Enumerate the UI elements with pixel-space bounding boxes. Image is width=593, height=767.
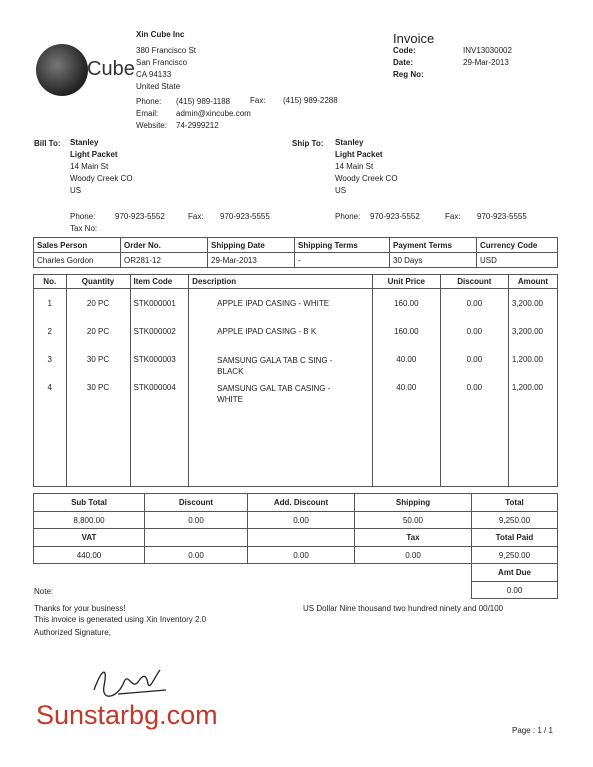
company-fax-label: Fax:	[250, 96, 266, 105]
order-header: Sales Person	[34, 238, 121, 253]
shipping-value: 50.00	[355, 512, 472, 529]
company-name: Xin Cube Inc	[136, 30, 185, 39]
invoice-title: Invoice	[393, 31, 435, 46]
company-website: 74-2999212	[176, 121, 219, 130]
invoice-labels	[393, 45, 424, 81]
totals-header	[145, 529, 248, 547]
order-header: Shipping Date	[208, 238, 295, 253]
item-no: 1	[34, 289, 67, 328]
total-value: 9,250.00	[472, 512, 558, 529]
totals-header: Tax	[355, 529, 472, 547]
add-discount-value: 0.00	[248, 512, 355, 529]
ship-to-label: Ship To:	[292, 139, 324, 148]
item-code: STK000003	[130, 355, 189, 383]
item-price: 40.00	[372, 383, 440, 405]
item-discount: 0.00	[440, 355, 508, 383]
phone-label: Phone:	[136, 97, 162, 106]
items-header: No.	[34, 275, 67, 289]
item-price: 40.00	[372, 355, 440, 383]
company-email: admin@xincube.com	[176, 109, 251, 118]
table-row	[34, 355, 558, 383]
item-desc-line: SAMSUNG GALA TAB C SING -	[217, 356, 333, 365]
ship-to-fax-label: Fax:	[445, 212, 461, 221]
order-value: 30 Days	[390, 253, 477, 268]
item-no: 2	[34, 327, 67, 355]
item-amount: 1,200.00	[508, 355, 557, 383]
item-amount: 3,200.00	[508, 289, 557, 328]
invoice-code: INV13030002	[463, 46, 512, 55]
bill-to-fax: 970-923-5555	[220, 212, 270, 221]
invoice-code-label: Code:	[393, 46, 416, 55]
totals-header: Sub Total	[34, 494, 145, 512]
page-number: Page : 1 / 1	[512, 726, 553, 735]
tax-value: 0.00	[355, 547, 472, 564]
item-price: 160.00	[372, 289, 440, 328]
table-row	[34, 327, 558, 355]
discount-value: 0.00	[145, 512, 248, 529]
table-row	[34, 289, 558, 328]
vat-add-discount-value: 0.00	[248, 547, 355, 564]
ship-to-name: Stanley	[335, 138, 364, 147]
company-address-line: United State	[136, 82, 181, 91]
item-code: STK000002	[130, 327, 189, 355]
item-amount: 1,200.00	[508, 383, 557, 405]
ship-to-block	[335, 137, 398, 197]
ship-to-company: Light Packet	[335, 150, 383, 159]
item-desc-line: SAMSUNG GAL TAB CASING -	[217, 384, 331, 393]
item-no: 3	[34, 355, 67, 383]
items-header: Item Code	[130, 275, 189, 289]
subtotal-value: 8,800.00	[34, 512, 145, 529]
website-label: Website:	[136, 121, 167, 130]
item-qty: 30 PC	[66, 355, 130, 383]
order-value: Charles Gordon	[34, 253, 121, 268]
totals-header: VAT	[34, 529, 145, 547]
totals-table	[33, 493, 558, 599]
item-discount: 0.00	[440, 289, 508, 328]
bill-to-fax-label: Fax:	[188, 212, 204, 221]
item-amount: 3,200.00	[508, 327, 557, 355]
table-row	[34, 383, 558, 405]
totals-header: Discount	[145, 494, 248, 512]
note-label: Note:	[34, 587, 54, 596]
ship-to-phone: 970-923-5552	[370, 212, 420, 221]
order-value: -	[295, 253, 390, 268]
item-code: STK000001	[130, 289, 189, 328]
order-header: Payment Terms	[390, 238, 477, 253]
item-desc	[189, 383, 373, 405]
bill-to-company: Light Packet	[70, 150, 118, 159]
generated-text: This invoice is generated using Xin Inventory 2.0	[34, 615, 207, 624]
totals-header: Shipping	[355, 494, 472, 512]
email-label: Email:	[136, 109, 159, 118]
company-address-line: San Francisco	[136, 58, 188, 67]
invoice-date-label: Date:	[393, 58, 414, 67]
bill-to-address-line: 14 Main St	[70, 162, 109, 171]
totals-header	[248, 529, 355, 547]
line-items-table	[33, 274, 558, 487]
item-price: 160.00	[372, 327, 440, 355]
item-desc	[189, 327, 373, 355]
ship-to-address-line: US	[335, 186, 347, 195]
item-desc-line: APPLE IPAD CASING - B K	[217, 327, 317, 336]
item-qty: 20 PC	[66, 327, 130, 355]
company-address-line: CA 94133	[136, 70, 172, 79]
company-logo-text: Cube	[87, 58, 135, 80]
item-desc-line: BLACK	[217, 367, 244, 376]
invoice-values	[463, 45, 512, 69]
total-paid-value: 9,250.00	[472, 547, 558, 564]
ship-to-address-line: 14 Main St	[335, 162, 374, 171]
totals-header: Total	[472, 494, 558, 512]
order-value: OR281-12	[121, 253, 208, 268]
ship-to-phone-label: Phone:	[335, 212, 361, 221]
bill-to-phone-label: Phone:	[70, 212, 96, 221]
item-no: 4	[34, 383, 67, 405]
items-header: Description	[189, 275, 373, 289]
bill-to-name: Stanley	[70, 138, 99, 147]
amt-due-value: 0.00	[472, 582, 558, 599]
company-fax: (415) 989-2288	[283, 96, 338, 105]
item-code: STK000004	[130, 383, 189, 405]
ship-to-fax: 970-923-5555	[477, 212, 527, 221]
vat-discount-value: 0.00	[145, 547, 248, 564]
watermark-text: Sunstarbg.com	[36, 700, 218, 730]
totals-header: Total Paid	[472, 529, 558, 547]
item-qty: 30 PC	[66, 383, 130, 405]
bill-to-address-line: Woody Creek CO	[70, 174, 133, 183]
signature-label: Authorized Signature,	[34, 628, 111, 637]
invoice-reg-label: Reg No:	[393, 70, 424, 79]
item-discount: 0.00	[440, 383, 508, 405]
company-address	[136, 45, 196, 93]
bill-to-label: Bill To:	[34, 139, 61, 148]
item-desc-line: APPLE IPAD CASING - WHITE	[217, 299, 330, 308]
item-desc-line: WHITE	[217, 395, 243, 404]
order-header: Order No.	[121, 238, 208, 253]
amt-due-label: Amt Due	[472, 564, 558, 582]
item-desc	[189, 355, 373, 383]
item-desc	[189, 289, 373, 328]
bill-to-block	[70, 137, 133, 197]
order-value: USD	[477, 253, 558, 268]
item-qty: 20 PC	[66, 289, 130, 328]
amount-in-words: US Dollar Nine thousand two hundred ninety and 00/100	[303, 604, 504, 613]
company-logo	[36, 44, 88, 96]
item-discount: 0.00	[440, 327, 508, 355]
bill-to-phone: 970-923-5552	[115, 212, 165, 221]
ship-to-address-line: Woody Creek CO	[335, 174, 398, 183]
bill-to-address-line: US	[70, 186, 82, 195]
items-header: Amount	[508, 275, 557, 289]
company-phone: (415) 989-1188	[176, 97, 231, 106]
invoice-date: 29-Mar-2013	[463, 58, 509, 67]
company-address-line: 380 Francisco St	[136, 46, 197, 55]
vat-value: 440.00	[34, 547, 145, 564]
order-header: Currency Code	[477, 238, 558, 253]
items-header: Discount	[440, 275, 508, 289]
company-contact-values	[176, 96, 251, 132]
bill-to-taxno-label: Tax No:	[70, 224, 98, 233]
order-value: 29-Mar-2013	[208, 253, 295, 268]
company-contact-labels	[136, 96, 167, 132]
thanks-text: Thanks for your business!	[34, 604, 126, 613]
order-info-table	[33, 237, 558, 268]
order-header: Shipping Terms	[295, 238, 390, 253]
items-header: Unit Price	[372, 275, 440, 289]
items-header: Quantity	[66, 275, 130, 289]
totals-header: Add. Discount	[248, 494, 355, 512]
